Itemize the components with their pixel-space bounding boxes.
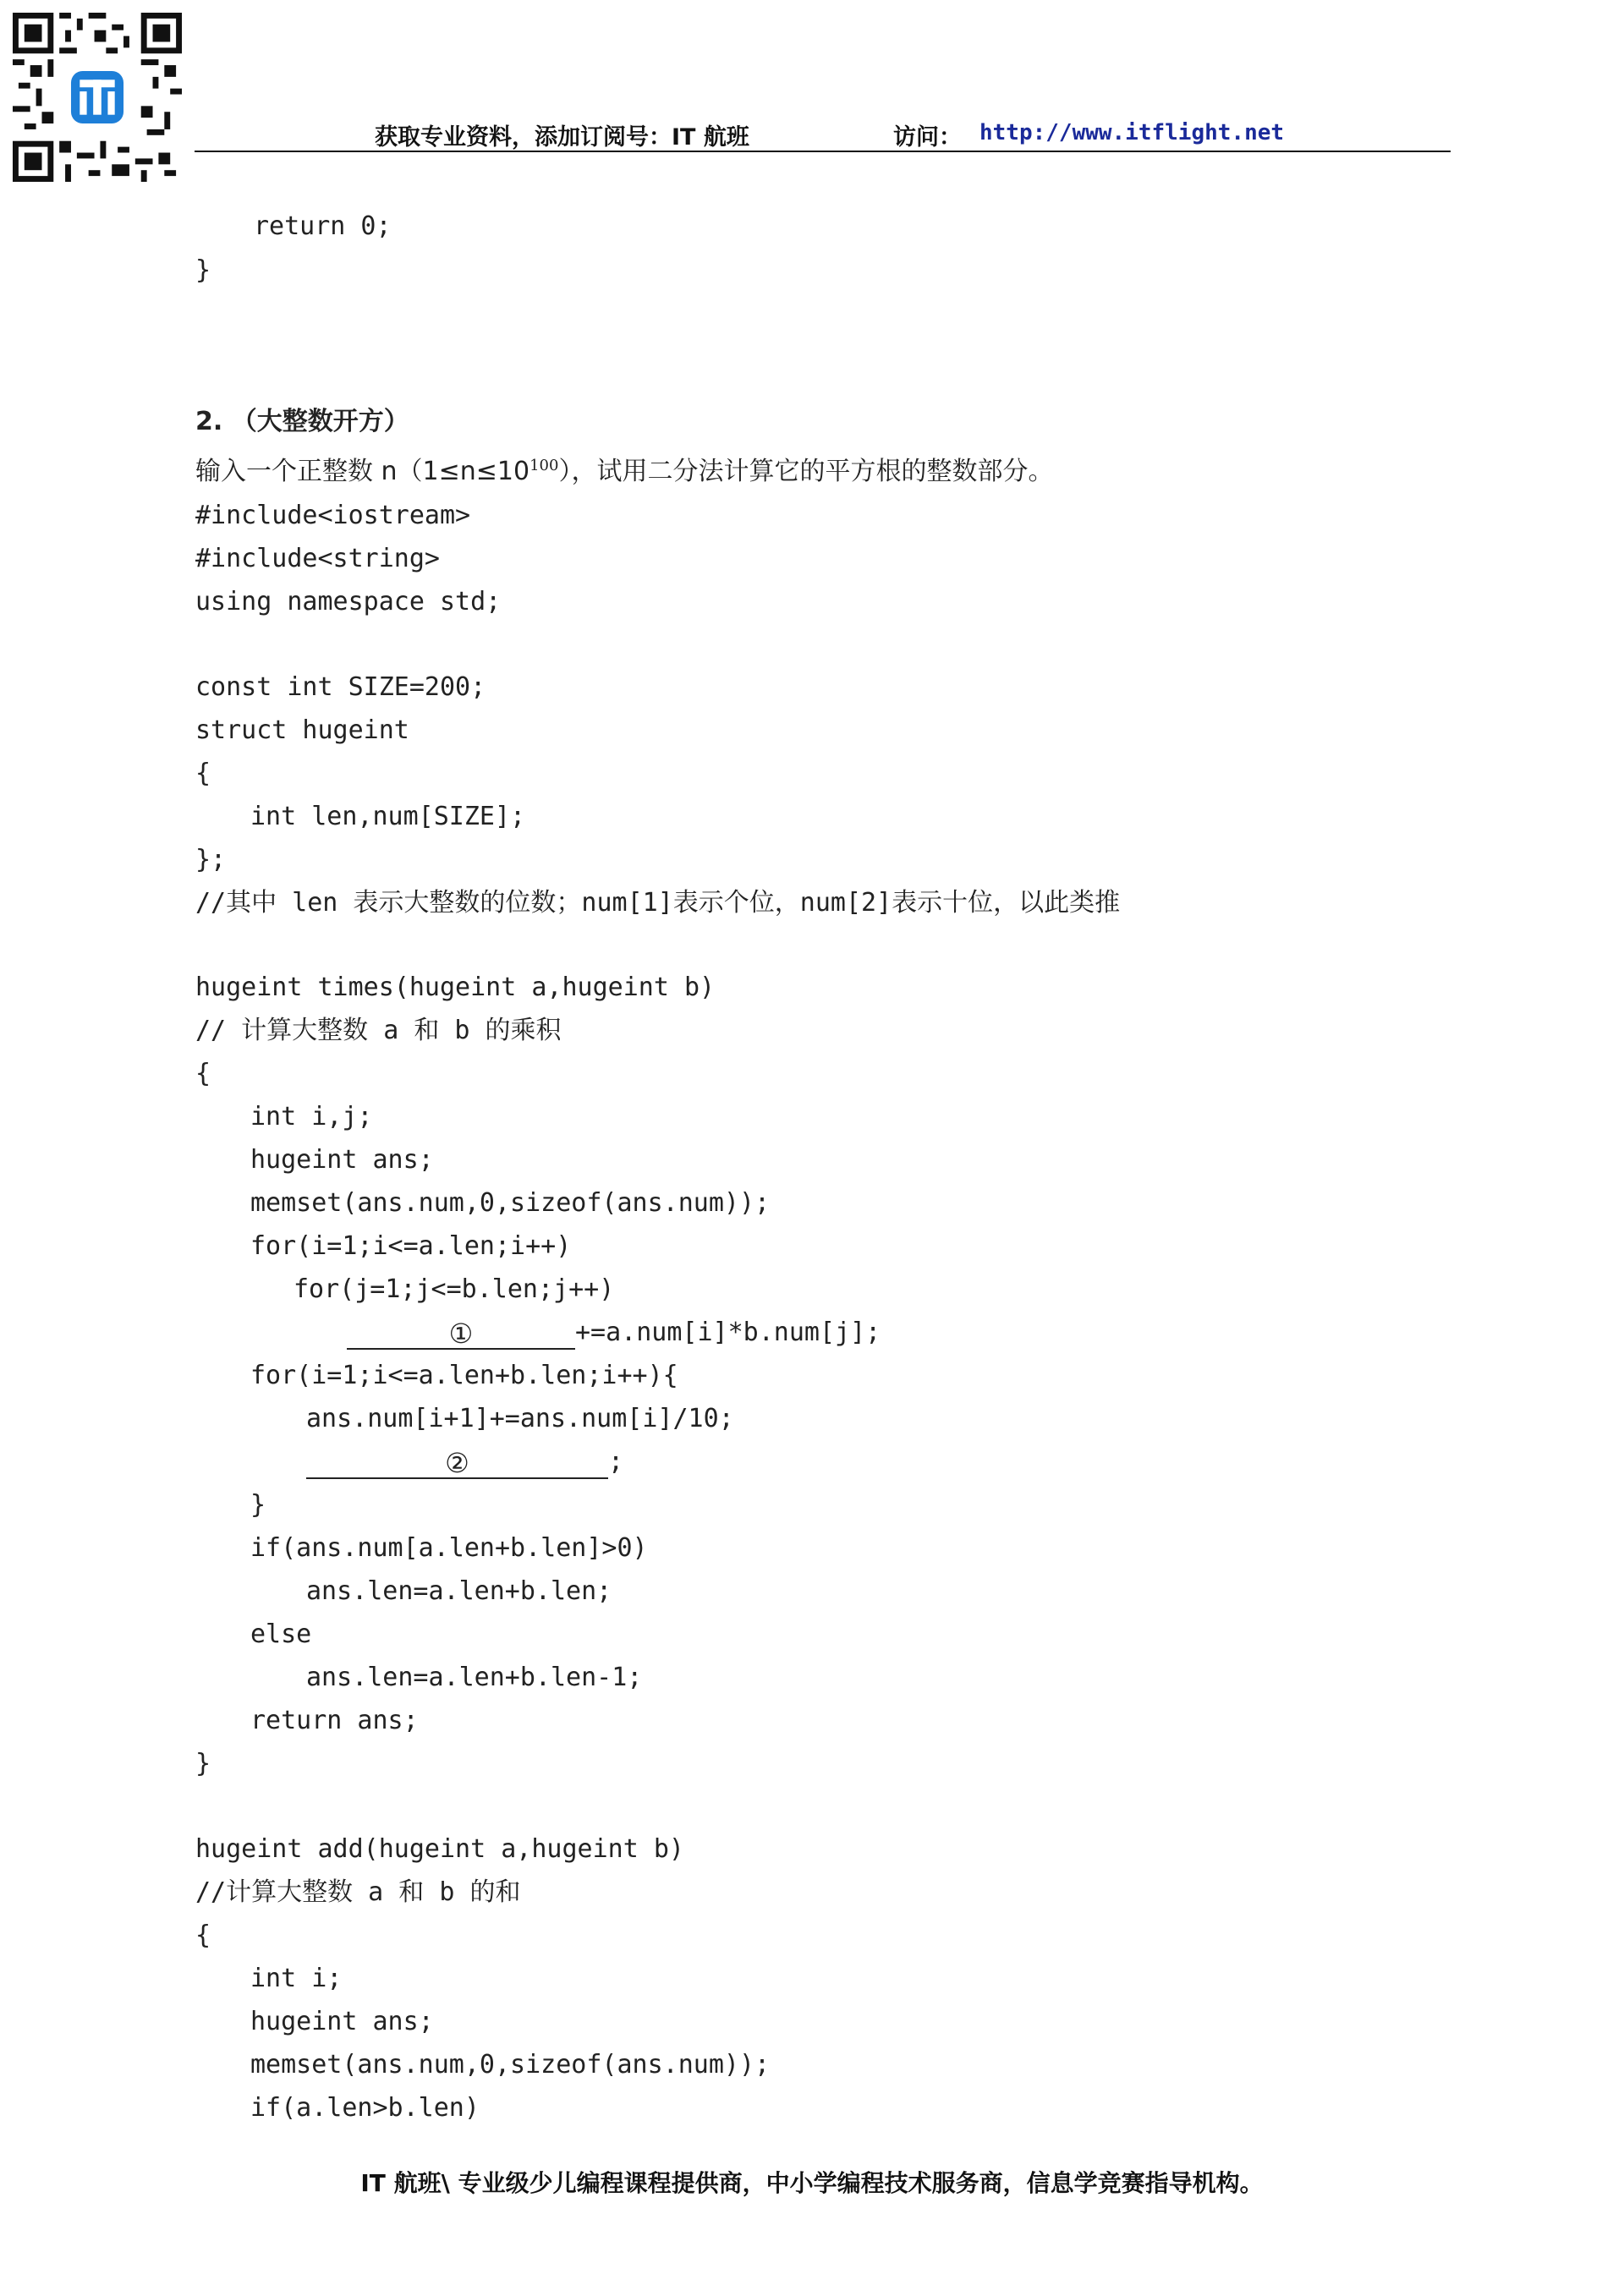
intro-text: 输入一个正整数 n（1≤n≤10 bbox=[195, 457, 530, 486]
code-line: if(ans.num[a.len+b.len]>0) bbox=[250, 1533, 648, 1563]
code-line: int len,num[SIZE]; bbox=[250, 802, 526, 831]
fill-blank-1[interactable]: ① bbox=[347, 1318, 575, 1350]
code-line: if(a.len>b.len) bbox=[250, 2093, 480, 2123]
code-line: }; bbox=[195, 845, 227, 874]
code-line: struct hugeint bbox=[195, 715, 409, 745]
code-line: for(j=1;j<=b.len;j++) bbox=[294, 1274, 615, 1304]
fill-blank-2[interactable]: ② bbox=[306, 1447, 608, 1479]
code-comment: //计算大整数 a 和 b 的和 bbox=[195, 1877, 521, 1907]
code-line: return 0; bbox=[254, 211, 392, 241]
code-line: hugeint ans; bbox=[250, 1145, 434, 1175]
intro-text-rest: ），试用二分法计算它的平方根的整数部分。 bbox=[558, 457, 1054, 486]
code-line: ans.num[i+1]+=ans.num[i]/10; bbox=[306, 1404, 734, 1433]
code-line: { bbox=[195, 1921, 211, 1950]
code-line: const int SIZE=200; bbox=[195, 672, 486, 702]
code-line: memset(ans.num,0,sizeof(ans.num)); bbox=[250, 2050, 771, 2080]
code-line: else bbox=[250, 1619, 312, 1649]
problem-intro bbox=[195, 455, 1053, 489]
code-line: { bbox=[195, 1059, 211, 1088]
code-line: hugeint add(hugeint a,hugeint b) bbox=[195, 1834, 684, 1864]
code-text: ; bbox=[608, 1447, 624, 1477]
code-line: { bbox=[195, 759, 211, 788]
code-line-blank-2 bbox=[306, 1445, 623, 1479]
code-line: } bbox=[195, 255, 211, 285]
code-line-blank-1 bbox=[347, 1316, 881, 1350]
code-line: return ans; bbox=[250, 1706, 419, 1735]
code-line: hugeint times(hugeint a,hugeint b) bbox=[195, 973, 716, 1002]
page-footer: IT 航班\ 专业级少儿编程课程提供商，中小学编程技术服务商，信息学竞赛指导机构。 bbox=[360, 2169, 1264, 2197]
intro-exponent: 100 bbox=[529, 457, 559, 474]
code-line: memset(ans.num,0,sizeof(ans.num)); bbox=[250, 1188, 771, 1218]
code-comment: //其中 len 表示大整数的位数；num[1]表示个位，num[2]表示十位，以此类推 bbox=[195, 888, 1121, 918]
header-url-link[interactable]: http://www.itflight.net bbox=[979, 120, 1285, 145]
code-line: int i; bbox=[250, 1964, 343, 1993]
code-line: for(i=1;i<=a.len;i++) bbox=[250, 1231, 572, 1261]
code-line: ans.len=a.len+b.len; bbox=[306, 1576, 612, 1606]
code-line: #include<string> bbox=[195, 544, 440, 573]
code-line: #include<iostream> bbox=[195, 501, 471, 530]
code-line: for(i=1;i<=a.len+b.len;i++){ bbox=[250, 1361, 678, 1390]
code-line: } bbox=[195, 1749, 211, 1778]
code-text: +=a.num[i]*b.num[j]; bbox=[575, 1318, 881, 1347]
header-brand-text: 获取专业资料，添加订阅号：IT 航班 bbox=[375, 124, 749, 151]
code-comment: // 计算大整数 a 和 b 的乘积 bbox=[195, 1016, 562, 1045]
code-line: using namespace std; bbox=[195, 587, 502, 616]
code-line: } bbox=[250, 1490, 266, 1520]
section-title: 2. （大整数开方） bbox=[195, 407, 409, 436]
code-line: int i,j; bbox=[250, 1102, 373, 1132]
header-visit-label: 访问： bbox=[893, 124, 962, 151]
code-line: hugeint ans; bbox=[250, 2007, 434, 2036]
code-line: ans.len=a.len+b.len-1; bbox=[306, 1663, 643, 1692]
